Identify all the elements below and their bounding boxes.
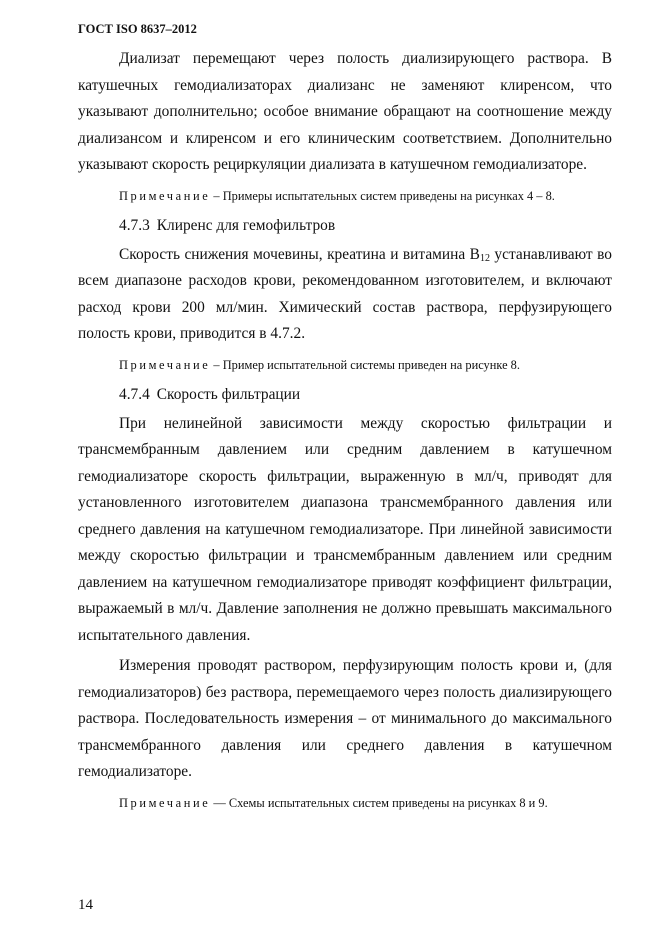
section-number: 4.7.4: [119, 385, 150, 403]
paragraph-filtration: При нелинейной зависимости между скоростью фильтрации и трансмембранным давлением или средним давлением в катушечном гемодиализаторе скорость фильтрации, выраженную в мл/ч, приводят для установленного изготовителем диапазона трансмембранного давления или среднего давления на катушечном гемодиализаторе. При линейной зависимости между скоростью фильтрации и трансмембранным давлением или средним давлением на катушечном гемодиализаторе приводят коэффициент фильтрации, выражаемый в мл/ч. Давление заполнения не должно превышать максимального испытательного давления.: [78, 414, 612, 644]
note-1: [78, 187, 612, 205]
note-text: – Пример испытательной системы приведен на рисунке 8.: [210, 357, 520, 372]
subscript-12: 12: [479, 252, 490, 264]
paragraph-clearance: Скорость снижения мочевины, креатина и витамина $B_{12}$ устанавливают во всем диапазоне расходов крови, рекомендованном изготовителем, и включают расход крови 200 мл/мин. Химический состав раствора, перфузирующего полость крови, приводится в 4.7.2.: [78, 245, 612, 342]
page-number: 14: [78, 897, 93, 913]
note-2: [78, 356, 612, 374]
note-3: [78, 794, 612, 812]
paragraph-dialysate: Диализат перемещают через полость диализирующего раствора. В катушечных гемодиализаторах диализанс не заменяют клиренсом, что указывают дополнительно; особое внимание обращают на соотношение между диализансом и клиренсом и его клиническим соответствием. Дополнительно указывают скорость рециркуляции диализата в катушечном гемодиализаторе.: [78, 50, 612, 173]
note-label: Примечание: [119, 795, 211, 810]
note-label: Примечание: [119, 357, 211, 372]
section-number: 4.7.3: [119, 216, 150, 234]
note-text: – Примеры испытательных систем приведены на рисунках 4 – 8.: [210, 188, 555, 203]
section-heading-4-7-4: [78, 383, 612, 407]
section-title: Клиренс для гемофильтров: [156, 216, 336, 234]
page-body: [78, 46, 612, 821]
note-label: Примечание: [119, 188, 211, 203]
document-header: ГОСТ ISO 8637–2012: [78, 22, 197, 36]
section-heading-4-7-3: [78, 214, 612, 238]
section-title: Скорость фильтрации: [156, 385, 301, 403]
note-text: — Схемы испытательных систем приведены на рисунках 8 и 9.: [210, 795, 548, 810]
paragraph-measurement: Измерения проводят раствором, перфузирующим полость крови и, (для гемодиализаторов) без раствора, перемещаемого через полость диализирующего раствора. Последовательность измерения – от минимального до максимального трансмембранного давления или среднего давления в катушечном гемодиализаторе.: [78, 657, 612, 780]
